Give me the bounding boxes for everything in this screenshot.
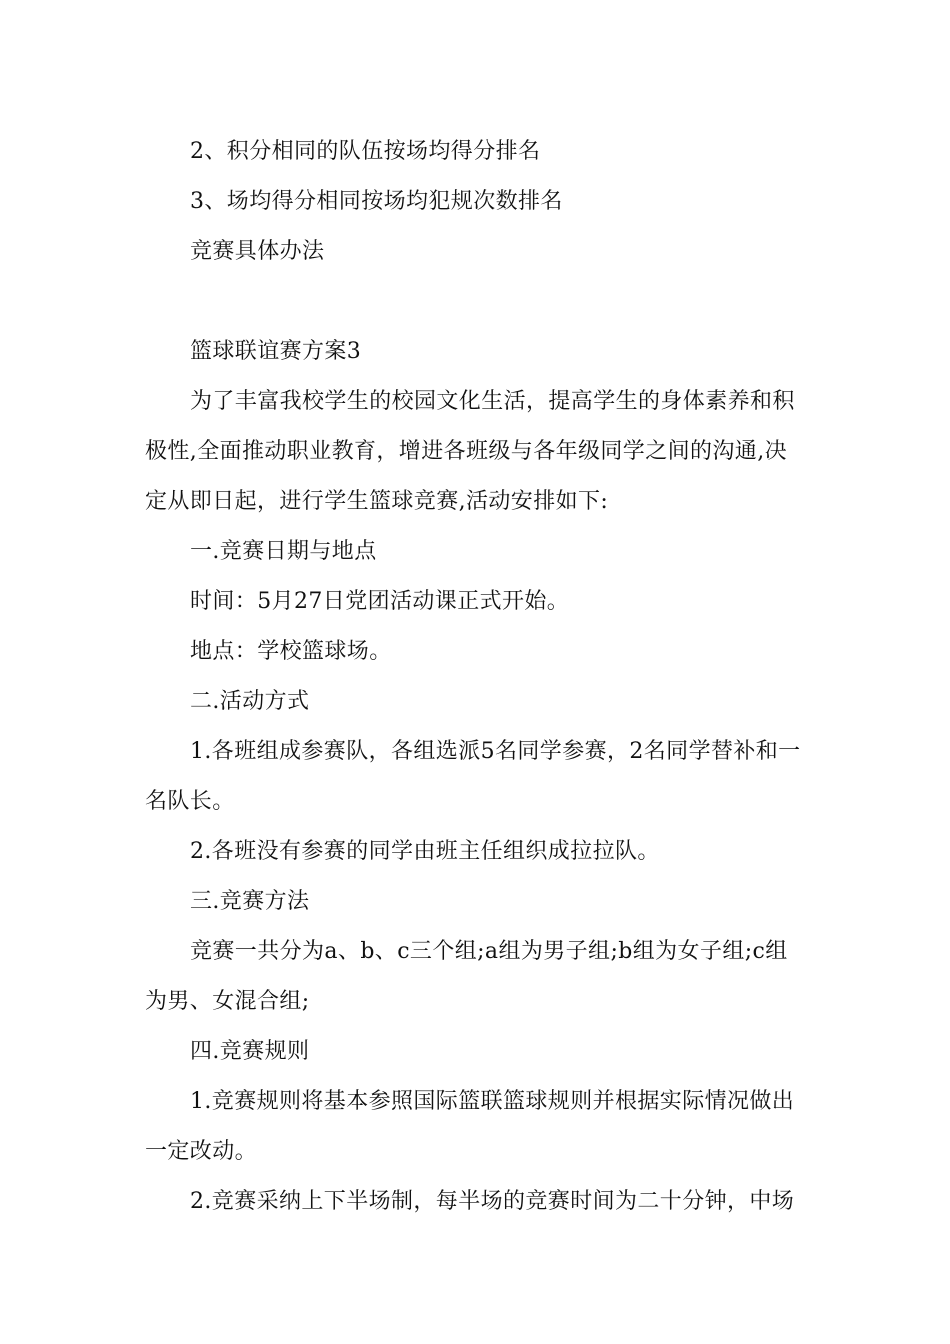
ranking-rule-2: 2、积分相同的队伍按场均得分排名 <box>190 139 541 164</box>
location-line: 地点：学校篮球场。 <box>190 639 392 664</box>
ranking-rule-3: 3、场均得分相同按场均犯规次数排名 <box>190 189 563 214</box>
time-line: 时间：5月27日党团活动课正式开始。 <box>190 589 570 614</box>
section-heading-3: 三.竞赛方法 <box>190 889 310 914</box>
activity-item-1-line-1: 1.各班组成参赛队，各组选派5名同学参赛，2名同学替补和一 <box>190 739 801 764</box>
rule-item-1-line-2: 一定改动。 <box>145 1139 258 1164</box>
intro-paragraph-line-1: 为了丰富我校学生的校园文化生活，提高学生的身体素养和积 <box>190 389 795 414</box>
activity-item-2: 2.各班没有参赛的同学由班主任组织成拉拉队。 <box>190 839 660 864</box>
rule-item-1-line-1: 1.竞赛规则将基本参照国际篮联篮球规则并根据实际情况做出 <box>190 1089 795 1114</box>
activity-item-1-line-2: 名队长。 <box>145 789 235 814</box>
section-heading-4: 四.竞赛规则 <box>190 1039 310 1064</box>
intro-paragraph-line-3: 定从即日起，进行学生篮球竞赛,活动安排如下: <box>145 489 609 514</box>
section-heading-2: 二.活动方式 <box>190 689 310 714</box>
rule-item-2-line-1: 2.竞赛采纳上下半场制，每半场的竞赛时间为二十分钟，中场 <box>190 1189 795 1214</box>
method-line-2: 为男、女混合组; <box>145 989 310 1014</box>
method-line-1: 竞赛一共分为a、b、c三个组;a组为男子组;b组为女子组;c组 <box>190 939 788 964</box>
document-title: 篮球联谊赛方案3 <box>190 339 362 364</box>
section-heading-methods: 竞赛具体办法 <box>190 239 325 264</box>
section-heading-1: 一.竞赛日期与地点 <box>190 539 377 564</box>
intro-paragraph-line-2: 极性,全面推动职业教育，增进各班级与各年级同学之间的沟通,决 <box>145 439 787 464</box>
